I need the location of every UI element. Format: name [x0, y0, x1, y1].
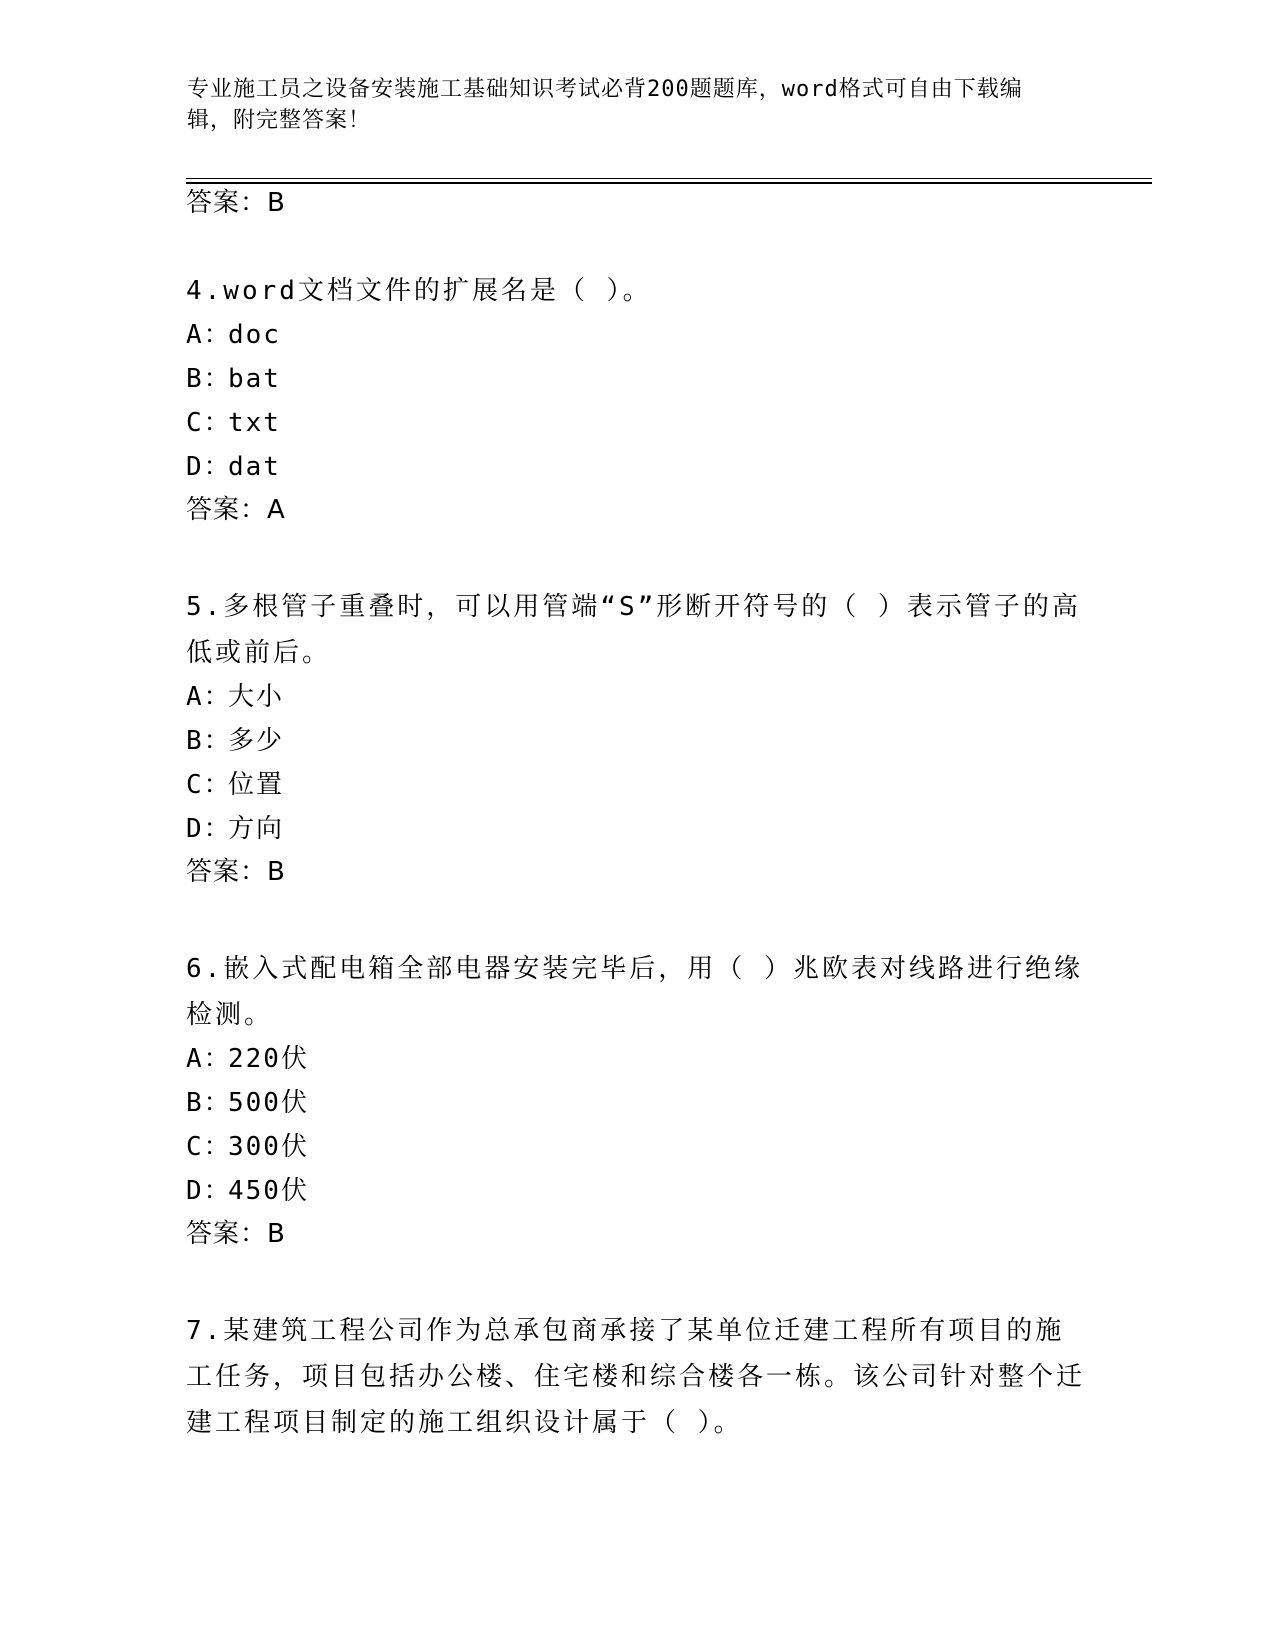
question-5-option-a: [186, 680, 284, 714]
question-6-option-b: [186, 1086, 309, 1120]
option-key: C：: [186, 1132, 232, 1162]
option-key: C：: [186, 770, 232, 800]
option-key: D：: [186, 1176, 232, 1206]
option-key: B：: [186, 1088, 232, 1118]
option-text: doc: [228, 320, 281, 350]
question-6-option-d: [186, 1174, 309, 1208]
header-divider-thin: [186, 178, 1152, 179]
question-4-option-a: [186, 318, 281, 352]
option-text: 450伏: [228, 1176, 309, 1206]
option-text: 多少: [228, 726, 285, 756]
option-key: A：: [186, 1044, 232, 1074]
question-5-stem: 5.多根管子重叠时，可以用管端“S”形断开符号的（ ）表示管子的高低或前后。: [186, 592, 1081, 668]
question-4-option-c: [186, 406, 281, 440]
question-4-stem: 4.word文档文件的扩展名是（ ）。: [186, 276, 652, 306]
option-key: C：: [186, 408, 232, 438]
option-text: 大小: [228, 682, 285, 712]
option-key: A：: [186, 682, 232, 712]
option-text: txt: [228, 408, 281, 438]
option-key: B：: [186, 726, 232, 756]
option-text: bat: [228, 364, 281, 394]
option-key: D：: [186, 452, 232, 482]
option-text: dat: [228, 452, 281, 482]
option-text: 500伏: [228, 1088, 309, 1118]
question-6-option-a: [186, 1042, 309, 1076]
question-4-option-b: [186, 362, 281, 396]
option-text: 方向: [228, 814, 285, 844]
answer-prev: 答案：B: [186, 188, 286, 218]
question-6-option-c: [186, 1130, 309, 1164]
option-text: 300伏: [228, 1132, 309, 1162]
question-4-option-d: [186, 450, 281, 484]
question-7-stem: 7.某建筑工程公司作为总承包商承接了某单位迁建工程所有项目的施工任务，项目包括办公楼、住宅楼和综合楼各一栋。该公司针对整个迁建工程项目制定的施工组织设计属于（ ）。: [186, 1316, 1086, 1438]
question-5-option-b: [186, 724, 284, 758]
question-4-answer: 答案：A: [186, 495, 286, 525]
question-5-option-c: [186, 768, 284, 802]
option-key: A：: [186, 320, 232, 350]
option-key: B：: [186, 364, 232, 394]
question-5-option-d: [186, 812, 284, 846]
option-key: D：: [186, 814, 232, 844]
option-text: 位置: [228, 770, 285, 800]
question-6-stem: 6.嵌入式配电箱全部电器安装完毕后，用（ ）兆欧表对线路进行绝缘检测。: [186, 954, 1083, 1030]
question-5-answer: 答案：B: [186, 857, 286, 887]
question-6-answer: 答案：B: [186, 1219, 286, 1249]
header-divider-thick: [186, 182, 1152, 184]
document-header: 专业施工员之设备安装施工基础知识考试必背200题题库，word格式可自由下载编辑，附完整答案！: [187, 77, 1023, 133]
option-text: 220伏: [228, 1044, 309, 1074]
